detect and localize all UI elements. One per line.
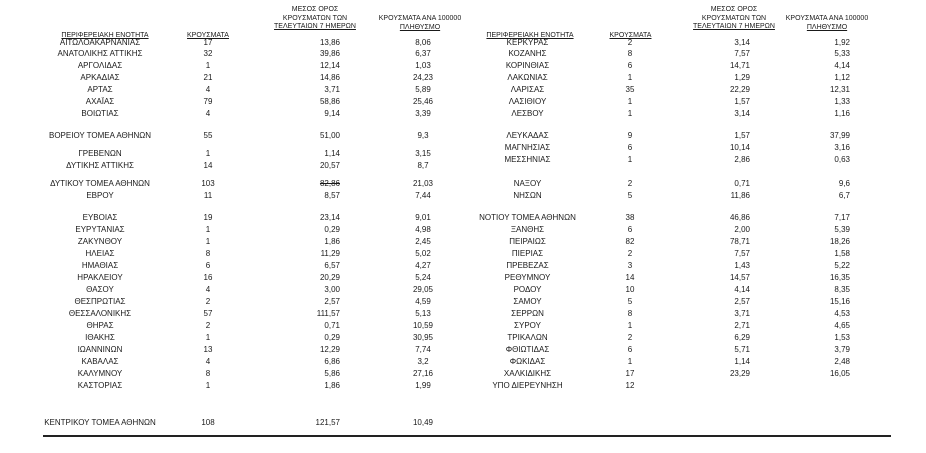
region-cell: ΦΘΙΩΤΙΔΑΣ [505,345,550,354]
region-cell: ΤΡΙΚΑΛΩΝ [507,333,548,342]
per100k-cell: 1,16 [834,109,850,118]
table-row [0,272,926,283]
cases-cell: 10 [625,285,635,294]
cases-cell: 1 [205,333,211,342]
avg7-cell: 2,57 [734,297,750,306]
cases-cell: 2 [627,249,633,258]
cases-cell: 35 [625,85,635,94]
header-avg7-left [265,6,365,32]
region-cell: ΘΕΣΠΡΩΤΙΑΣ [74,297,126,306]
region-cell: ΡΕΘΥΜΝΟΥ [504,273,551,282]
avg7-cell: 39,86 [319,49,340,58]
cases-cell: 9 [627,131,633,140]
per100k-cell: 0,63 [834,155,850,164]
per100k-cell: 27,16 [412,369,434,378]
avg7-cell: 22,29 [729,85,750,94]
region-cell: ΠΡΕΒΕΖΑΣ [506,261,549,270]
avg7-cell: 3,14 [734,109,750,118]
header-per100k-left-line1: ΚΡΟΥΣΜΑΤΑ ΑΝΑ 100000 [378,15,462,22]
header-avg7-left-line1: ΜΕΣΟΣ ΟΡΟΣ [291,6,339,13]
header-cases-left: ΚΡΟΥΣΜΑΤΑ [187,32,229,39]
region-cell: ΚΑΛΥΜΝΟΥ [77,369,123,378]
cases-cell: 8 [205,249,211,258]
per100k-cell: 1,92 [834,38,850,47]
region-cell: ΑΙΤΩΛΟΑΚΑΡΝΑΝΙΑΣ [59,38,141,47]
region-cell: ΝΑΞΟΥ [513,179,542,188]
per100k-cell: 24,23 [412,73,434,82]
per100k-cell: 6,37 [415,49,431,58]
per100k-cell: 5,02 [415,249,431,258]
per100k-cell: 25,46 [412,97,434,106]
avg7-cell: 2,57 [324,297,340,306]
avg7-cell: 11,29 [320,249,340,258]
region-cell: ΒΟΡΕΙΟΥ ΤΟΜΕΑ ΑΘΗΝΩΝ [48,131,152,140]
header-avg7-right-line3: ΤΕΛΕΥΤΑΙΩΝ 7 ΗΜΕΡΩΝ [693,23,775,30]
per100k-cell: 10,59 [412,321,434,330]
region-cell: ΛΑΣΙΘΙΟΥ [508,97,547,106]
cases-cell: 14 [203,161,213,170]
header-per100k-left [365,15,475,32]
cases-cell: 6 [627,225,633,234]
per100k-cell: 1,99 [415,381,431,390]
per100k-cell: 5,39 [834,225,850,234]
region-cell: ΥΠΟ ΔΙΕΡΕΥΝΗΣΗ [492,381,563,390]
cases-cell: 21 [203,73,213,82]
cases-cell: 4 [205,109,211,118]
cases-cell: 32 [203,49,213,58]
cases-cell: 17 [625,369,635,378]
region-cell: ΑΝΑΤΟΛΙΚΗΣ ΑΤΤΙΚΗΣ [57,49,143,58]
table-row [0,356,926,367]
per100k-cell: 4,14 [834,61,850,70]
table-row [0,332,926,343]
cases-cell: 82 [625,237,635,246]
region-cell: ΚΟΡΙΝΘΙΑΣ [505,61,550,70]
table-row [0,60,926,71]
region-cell: ΣΕΡΡΩΝ [511,309,544,318]
per100k-cell: 4,65 [834,321,850,330]
avg7-cell: 46,86 [729,213,750,222]
per100k-cell: 9,3 [417,131,429,140]
table-row [0,130,926,141]
cases-cell: 8 [205,369,211,378]
region-cell: ΘΗΡΑΣ [86,321,114,330]
region-cell: ΚΕΡΚΥΡΑΣ [506,38,549,47]
avg7-cell: 1,43 [734,261,750,270]
per100k-cell: 5,33 [834,49,850,58]
cases-cell: 16 [203,273,213,282]
region-cell: ΠΙΕΡΙΑΣ [511,249,544,258]
per100k-cell: 7,74 [415,345,431,354]
region-cell: ΗΡΑΚΛΕΙΟΥ [77,273,123,282]
header-per100k-right-line1: ΚΡΟΥΣΜΑΤΑ ΑΝΑ 100000 [785,15,869,22]
cases-cell: 2 [627,333,633,342]
per100k-cell: 1,53 [834,333,850,342]
per100k-cell: 4,53 [834,309,850,318]
header-region-right: ΠΕΡΙΦΕΡΕΙΑΚΗ ΕΝΟΤΗΤΑ [486,32,574,39]
region-cell: ΕΥΡΥΤΑΝΙΑΣ [75,225,125,234]
avg7-cell: 20,57 [319,161,340,170]
cases-cell: 1 [205,61,211,70]
avg7-cell: 1,14 [324,149,340,158]
cases-cell: 4 [205,285,211,294]
avg7-cell: 1,86 [324,237,340,246]
avg7-cell: 0,71 [324,321,340,330]
cases-cell: 6 [627,345,633,354]
region-cell: ΒΟΙΩΤΙΑΣ [81,109,119,118]
table-row [0,368,926,379]
avg7-cell: 1,57 [734,131,750,140]
cases-cell: 1 [627,155,633,164]
cases-cell: 1 [627,73,633,82]
cases-cell: 17 [203,38,213,47]
cases-cell: 5 [627,191,633,200]
per100k-cell: 2,48 [834,357,850,366]
header-avg7-left-line2: ΚΡΟΥΣΜΑΤΩΝ ΤΩΝ [282,14,348,22]
avg7-cell: 9,14 [324,109,340,118]
avg7-cell: 0,29 [324,225,340,234]
table-row [0,178,926,189]
region-cell: ΔΥΤΙΚΗΣ ΑΤΤΙΚΗΣ [66,161,134,170]
avg7-cell: 2,71 [734,321,750,330]
per100k-cell: 9,6 [838,179,850,188]
region-cell: ΓΡΕΒΕΝΩΝ [78,149,122,158]
cases-cell: 12 [625,381,635,390]
cases-cell: 8 [627,309,633,318]
header-region-left: ΠΕΡΙΦΕΡΕΙΑΚΗ ΕΝΟΤΗΤΑ [61,32,149,39]
per100k-cell: 6,7 [838,191,850,200]
region-cell: ΛΕΣΒΟΥ [511,109,544,118]
avg7-cell: 1,29 [734,73,750,82]
avg7-cell: 0,29 [324,333,340,342]
cases-cell: 4 [205,357,211,366]
per100k-cell: 1,12 [834,73,850,82]
table-row [0,296,926,307]
cases-cell: 6 [627,143,633,152]
per100k-cell: 5,89 [415,85,431,94]
per100k-cell: 7,17 [834,213,850,222]
avg7-cell: 82,86 [319,179,340,188]
avg7-cell: 51,00 [319,131,340,140]
cases-cell: 13 [203,345,213,354]
cases-cell: 6 [205,261,211,270]
avg7-cell: 3,00 [324,285,340,294]
region-cell: ΑΡΤΑΣ [87,85,113,94]
region-cell: ΣΑΜΟΥ [513,297,542,306]
avg7-cell: 2,00 [734,225,750,234]
per100k-cell: 16,35 [829,273,850,282]
region-cell: ΘΕΣΣΑΛΟΝΙΚΗΣ [68,309,132,318]
avg7-cell: 78,71 [729,237,750,246]
per100k-cell: 3,15 [415,149,431,158]
table-row [0,108,926,119]
region-cell: ΜΕΣΣΗΝΙΑΣ [504,155,551,164]
header-per100k-left-line2: ΠΛΗΘΥΣΜΟ [399,23,441,31]
table-row [0,320,926,331]
region-cell: ΠΕΙΡΑΙΩΣ [509,237,546,246]
table-row [0,37,926,48]
avg7-cell: 14,86 [319,73,340,82]
per100k-cell: 9,01 [415,213,431,222]
avg7-cell: 0,71 [734,179,750,188]
avg7-cell: 8,57 [324,191,340,200]
avg7-cell: 5,71 [734,345,750,354]
cases-cell: 108 [201,418,215,427]
cases-cell: 1 [627,97,633,106]
cases-cell: 1 [205,381,211,390]
region-cell: ΚΑΒΑΛΑΣ [81,357,119,366]
region-cell: ΑΡΓΟΛΙΔΑΣ [77,61,123,70]
avg7-cell: 1,86 [324,381,340,390]
region-cell: ΝΗΣΩΝ [513,191,542,200]
avg7-cell: 5,86 [324,369,340,378]
region-cell: ΑΡΚΑΔΙΑΣ [80,73,120,82]
avg7-cell: 3,71 [324,85,340,94]
avg7-cell: 14,71 [729,61,750,70]
cases-cell: 55 [203,131,213,140]
avg7-cell: 3,14 [734,38,750,47]
cases-cell: 38 [625,213,635,222]
avg7-cell: 7,57 [734,249,750,258]
per100k-cell: 18,26 [829,237,850,246]
region-cell: ΗΜΑΘΙΑΣ [81,261,119,270]
table-row [0,284,926,295]
per100k-cell: 3,79 [834,345,850,354]
region-cell: ΛΑΡΙΣΑΣ [510,85,545,94]
table-row [0,142,926,153]
per100k-cell: 15,16 [829,297,850,306]
per100k-cell: 8,35 [834,285,850,294]
table-row [0,224,926,235]
avg7-cell: 111,57 [316,309,340,318]
region-cell: ΣΥΡΟΥ [514,321,541,330]
table-row [0,84,926,95]
cases-cell: 2 [205,321,211,330]
per100k-cell: 29,05 [412,285,434,294]
avg7-cell: 12,29 [319,345,340,354]
table-row [0,260,926,271]
per100k-cell: 16,05 [829,369,850,378]
region-cell: ΑΧΑΪΑΣ [85,97,115,106]
per100k-cell: 5,24 [415,273,431,282]
cases-cell: 79 [203,97,213,106]
avg7-cell: 23,14 [319,213,340,222]
avg7-cell: 23,29 [729,369,750,378]
cases-cell: 19 [203,213,213,222]
region-cell: ΜΑΓΝΗΣΙΑΣ [504,143,551,152]
table-row [0,344,926,355]
avg7-cell: 11,86 [730,191,750,200]
table-row [0,190,926,201]
per100k-cell: 2,45 [415,237,431,246]
cases-cell: 1 [205,149,211,158]
avg7-cell: 58,86 [319,97,340,106]
per100k-cell: 3,2 [417,357,429,366]
per100k-cell: 4,98 [415,225,431,234]
per100k-cell: 8,7 [417,161,429,170]
region-cell: ΞΑΝΘΗΣ [510,225,545,234]
cases-cell: 11 [203,191,213,200]
region-cell: ΚΑΣΤΟΡΙΑΣ [77,381,123,390]
avg7-cell: 3,71 [734,309,750,318]
per100k-cell: 8,06 [415,38,431,47]
per100k-cell: 30,95 [412,333,434,342]
per100k-cell: 1,33 [834,97,850,106]
table-row [0,154,926,165]
table-row [0,236,926,247]
avg7-cell: 1,14 [734,357,750,366]
region-cell: ΕΒΡΟΥ [86,191,114,200]
cases-cell: 3 [627,261,633,270]
per100k-cell: 4,59 [415,297,431,306]
cases-cell: 1 [627,357,633,366]
per100k-cell: 37,99 [829,131,850,140]
cases-cell: 1 [205,225,211,234]
table-row [0,248,926,259]
table-row [0,96,926,107]
region-cell: ΛΑΚΩΝΙΑΣ [507,73,548,82]
avg7-cell: 121,57 [315,418,340,427]
region-cell: ΔΥΤΙΚΟΥ ΤΟΜΕΑ ΑΘΗΝΩΝ [50,179,150,188]
avg7-cell: 4,14 [734,285,750,294]
avg7-cell: 6,29 [734,333,750,342]
per100k-cell: 1,58 [834,249,850,258]
header-avg7-right-line2: ΚΡΟΥΣΜΑΤΩΝ ΤΩΝ [701,14,767,22]
region-cell: ΦΩΚΙΔΑΣ [509,357,546,366]
cases-cell: 103 [201,179,215,188]
cases-cell: 1 [627,109,633,118]
per100k-cell: 3,39 [415,109,431,118]
per100k-cell: 1,03 [415,61,431,70]
region-cell: ΖΑΚΥΝΘΟΥ [77,237,123,246]
bottom-divider [43,435,891,437]
avg7-cell: 12,14 [319,61,340,70]
avg7-cell: 10,14 [729,143,750,152]
per100k-cell: 10,49 [412,418,434,427]
region-cell: ΡΟΔΟΥ [513,285,542,294]
region-cell: ΙΩΑΝΝΙΝΩΝ [77,345,123,354]
region-cell: ΧΑΛΚΙΔΙΚΗΣ [503,369,552,378]
avg7-cell: 20,29 [319,273,340,282]
per100k-cell: 5,13 [415,309,431,318]
table-row [0,380,926,391]
per100k-cell: 5,22 [834,261,850,270]
avg7-cell: 2,86 [734,155,750,164]
per100k-cell: 7,44 [415,191,431,200]
table-row [0,212,926,223]
header-avg7-right [684,6,784,32]
header-avg7-right-line1: ΜΕΣΟΣ ΟΡΟΣ [710,6,758,13]
cases-cell: 6 [627,61,633,70]
avg7-cell: 7,57 [734,49,750,58]
cases-cell: 5 [627,297,633,306]
header-per100k-right-line2: ΠΛΗΘΥΣΜΟ [806,23,848,31]
region-cell: ΙΘΑΚΗΣ [85,333,115,342]
table-row [0,72,926,83]
region-cell: ΘΑΣΟΥ [86,285,114,294]
cases-cell: 14 [625,273,635,282]
cases-cell: 57 [203,309,213,318]
avg7-cell: 13,86 [319,38,340,47]
region-cell: ΛΕΥΚΑΔΑΣ [506,131,549,140]
cases-cell: 4 [205,85,211,94]
per100k-cell: 21,03 [412,179,434,188]
per100k-cell: 4,27 [415,261,431,270]
cases-cell: 2 [627,38,633,47]
table-row [0,48,926,59]
region-cell: ΚΟΖΑΝΗΣ [508,49,547,58]
cases-cell: 1 [205,237,211,246]
avg7-cell: 1,57 [734,97,750,106]
cases-cell: 1 [627,321,633,330]
cases-cell: 2 [627,179,633,188]
region-cell: ΗΛΕΙΑΣ [85,249,115,258]
per100k-cell: 3,16 [834,143,850,152]
region-cell: ΕΥΒΟΙΑΣ [82,213,118,222]
header-per100k-right [772,15,882,32]
avg7-cell: 6,57 [324,261,340,270]
avg7-cell: 14,57 [729,273,750,282]
avg7-cell: 6,86 [324,357,340,366]
table-row [0,417,926,428]
table-row [0,308,926,319]
cases-cell: 8 [627,49,633,58]
cases-cell: 2 [205,297,211,306]
region-cell: ΚΕΝΤΡΙΚΟΥ ΤΟΜΕΑ ΑΘΗΝΩΝ [44,418,156,427]
per100k-cell: 12,31 [829,85,850,94]
region-cell: ΝΟΤΙΟΥ ΤΟΜΕΑ ΑΘΗΝΩΝ [479,213,576,222]
header-cases-right: ΚΡΟΥΣΜΑΤΑ [609,32,652,39]
header-avg7-left-line3: ΤΕΛΕΥΤΑΙΩΝ 7 ΗΜΕΡΩΝ [274,23,356,30]
